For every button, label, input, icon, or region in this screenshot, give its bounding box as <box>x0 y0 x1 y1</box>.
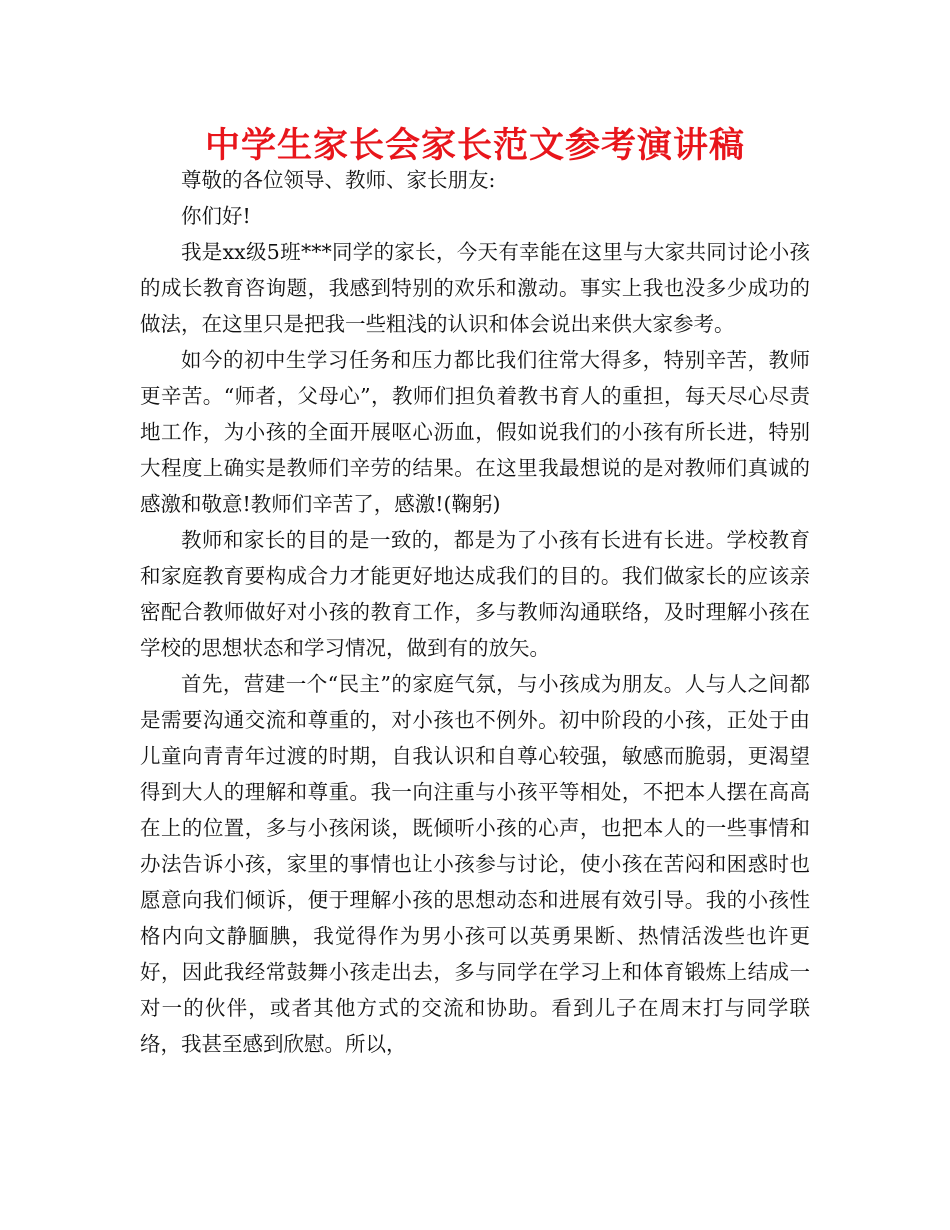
paragraph-intro: 我是xx级5班***同学的家长，今天有幸能在这里与大家共同讨论小孩的成长教育咨询题，我感到特别的欢乐和激动。事实上我也没多少成功的做法，在这里只是把我一些粗浅的认识和体会说出来供大家参考。 <box>140 240 810 336</box>
paragraph-cooperation: 教师和家长的目的是一致的，都是为了小孩有长进有长进。学校教育和家庭教育要构成合力才能更好地达成我们的目的。我们做家长的应该亲密配合教师做好对小孩的教育工作，多与教师沟通联络，及时理解小孩在学校的思想状态和学习情况，做到有的放矢。 <box>140 528 810 660</box>
document-title: 中学生家长会家长范文参考演讲稿 <box>204 126 745 166</box>
paragraph-salutation: 尊敬的各位领导、教师、家长朋友: <box>181 168 496 192</box>
paragraph-first-point: 首先，营建一个“民主”的家庭气氛，与小孩成为朋友。人与人之间都是需要沟通交流和尊重的，对小孩也不例外。初中阶段的小孩，正处于由儿童向青青年过渡的时期，自我认识和自尊心较强，敏感而脆弱，更渴望得到大人的理解和尊重。我一向注重与小孩平等相处，不把本人摆在高高在上的位置，多与小孩闲谈，既倾听小孩的心声，也把本人的一些事情和办法告诉小孩，家里的事情也让小孩参与讨论，使小孩在苦闷和困惑时也愿意向我们倾诉，便于理解小孩的思想动态和进展有效引导。我的小孩性格内向文静腼腆，我觉得作为男小孩可以英勇果断、热情活泼些也许更好，因此我经常鼓舞小孩走出去，多与同学在学习上和体育锻炼上结成一对一的伙伴，或者其他方式的交流和协助。看到儿子在周末打与同学联络，我甚至感到欣慰。所以， <box>140 672 810 1056</box>
paragraph-teachers: 如今的初中生学习任务和压力都比我们往常大得多，特别辛苦，教师更辛苦。“师者，父母心”，教师们担负着教书育人的重担，每天尽心尽责地工作，为小孩的全面开展呕心沥血，假如说我们的小孩有所长进，特别大程度上确实是教师们辛劳的结果。在这里我最想说的是对教师们真诚的感激和敬意!教师们辛苦了，感激!(鞠躬) <box>140 348 810 516</box>
paragraph-greeting: 你们好! <box>181 204 251 228</box>
document-body <box>140 162 810 1062</box>
